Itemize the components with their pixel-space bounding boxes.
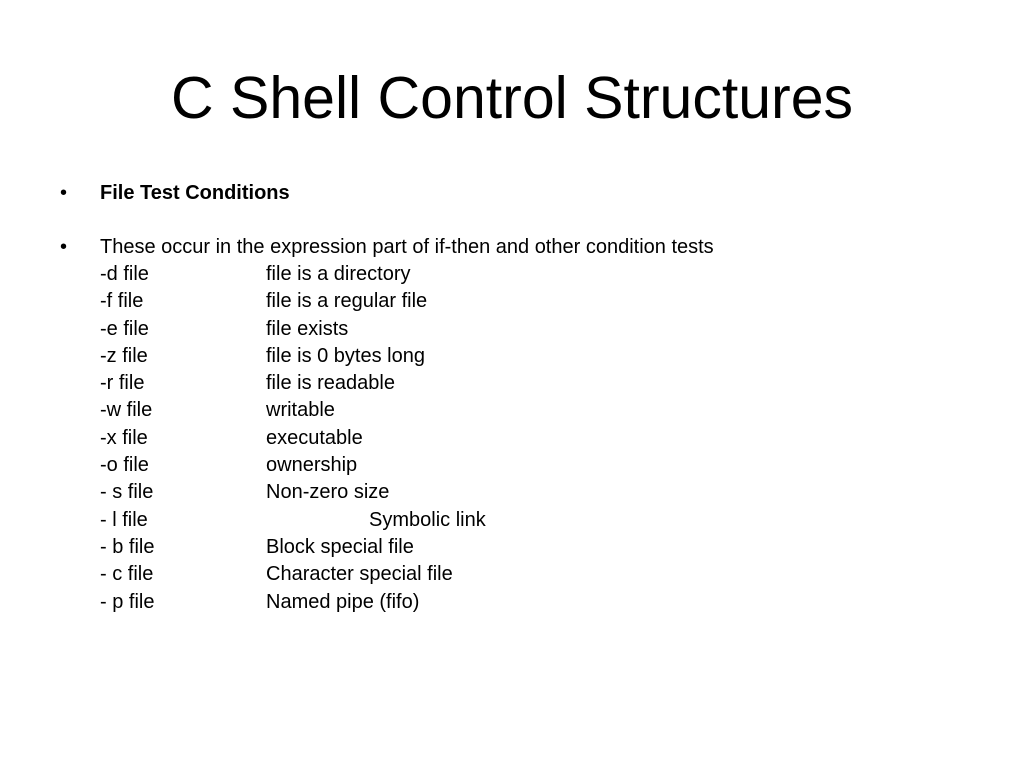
file-test-row xyxy=(100,507,620,534)
file-test-row xyxy=(100,534,620,561)
file-test-description: Character special file xyxy=(266,563,453,586)
file-test-row xyxy=(100,452,620,479)
file-test-description: writable xyxy=(266,399,335,422)
file-test-flag: - c file xyxy=(100,563,154,586)
file-test-row xyxy=(100,397,620,424)
file-test-flag: -o file xyxy=(100,454,149,477)
slide-title: C Shell Control Structures xyxy=(170,65,854,131)
file-test-flag: - l file xyxy=(100,508,148,531)
file-test-description: file is a regular file xyxy=(266,290,428,313)
file-test-flag: - p file xyxy=(100,590,155,613)
bullet-file-test-conditions: File Test Conditions xyxy=(100,182,290,204)
file-test-row xyxy=(100,288,620,315)
file-test-row xyxy=(100,343,620,370)
bullet-expression-description: These occur in the expression part of if-then and other condition tests xyxy=(100,236,714,258)
file-test-description: file is readable xyxy=(266,372,395,395)
file-test-flag: -f file xyxy=(100,290,144,313)
file-test-description: Named pipe (fifo) xyxy=(266,590,420,613)
file-test-row xyxy=(100,370,620,397)
file-test-flag: -r file xyxy=(100,372,145,395)
file-test-row xyxy=(100,589,620,616)
file-test-description: file is 0 bytes long xyxy=(266,344,425,367)
file-test-flag: - b file xyxy=(100,535,155,558)
file-test-description: file is a directory xyxy=(266,263,411,285)
file-test-flag: -d file xyxy=(100,263,149,285)
file-test-row xyxy=(100,316,620,343)
file-test-row xyxy=(100,425,620,452)
file-test-flag: -x file xyxy=(100,426,148,449)
file-test-description: Non-zero size xyxy=(266,481,390,504)
file-test-description: Symbolic link xyxy=(369,508,486,531)
file-test-row xyxy=(100,561,620,588)
bullet-marker: • xyxy=(60,182,68,204)
bullet-marker: • xyxy=(60,236,68,258)
file-test-flag: -e file xyxy=(100,317,149,340)
file-test-list xyxy=(100,261,620,616)
file-test-flag: - s file xyxy=(100,481,154,504)
file-test-description: ownership xyxy=(266,454,358,477)
file-test-row xyxy=(100,261,620,288)
file-test-description: Block special file xyxy=(266,535,414,558)
file-test-flag: -w file xyxy=(100,399,153,422)
file-test-description: file exists xyxy=(266,317,349,340)
file-test-row xyxy=(100,479,620,506)
file-test-description: executable xyxy=(266,426,363,449)
file-test-flag: -z file xyxy=(100,344,148,367)
